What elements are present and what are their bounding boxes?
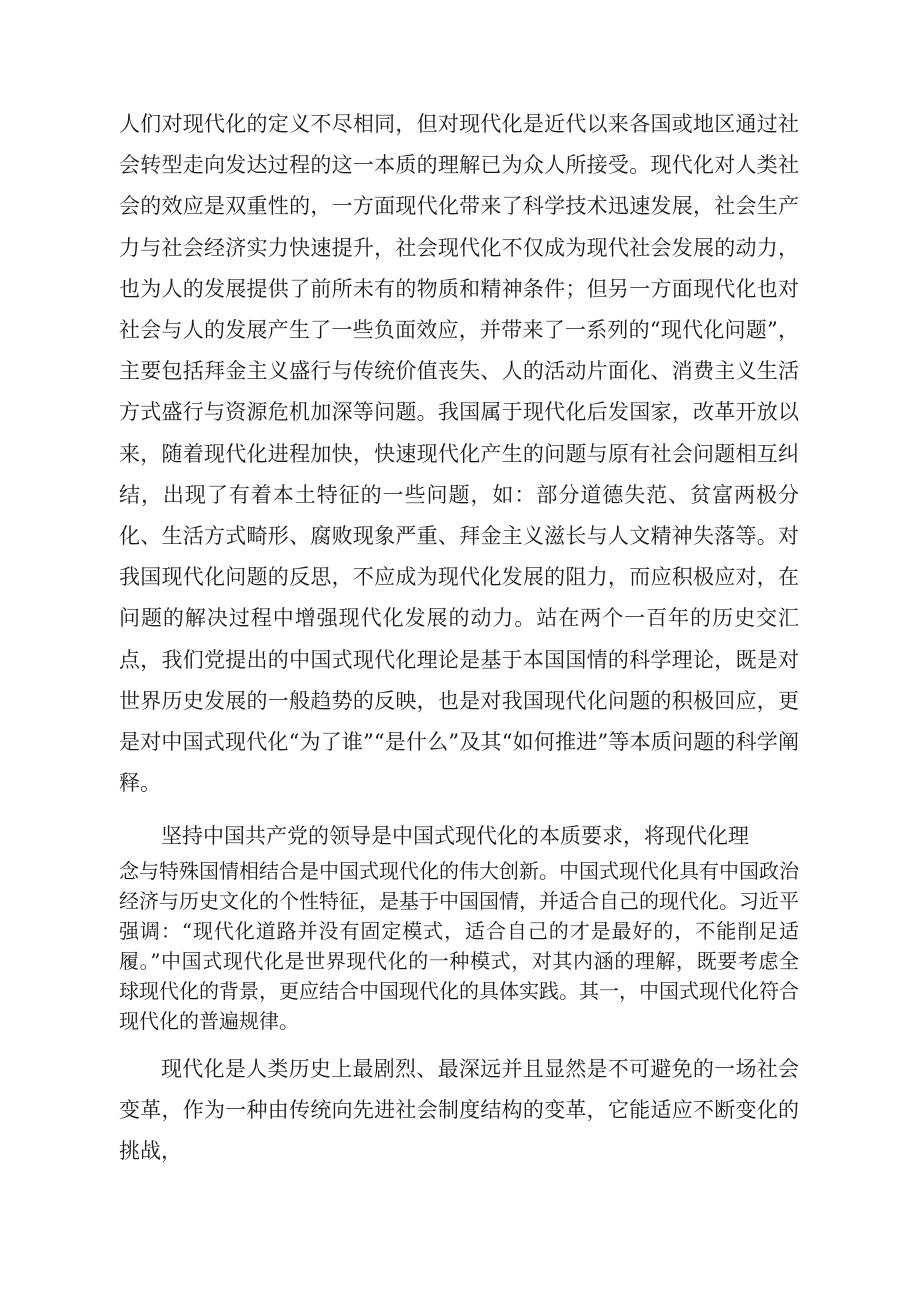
paragraph-chinese-modernization-features: 念与特殊国情相结合是中国式现代化的伟大创新。中国式现代化具有中国政治经济与历史文化的个性特征，是基于中国国情，并适合自己的现代化。习近平强调：“现代化道路并没有固定模式，适合自己的才是最好的，不能削足适履。”中国式现代化是世界现代化的一种模式，对其内涵的理解，既要考虑全球现代化的背景，更应结合中国现代化的具体实践。其一，中国式现代化符合现代化的普遍规律。 xyxy=(119,859,799,1034)
paragraph-party-leadership: 坚持中国共产党的领导是中国式现代化的本质要求，将现代化理 xyxy=(161,824,749,849)
paragraph-social-transformation: 现代化是人类历史上最剧烈、最深远并且显然是不可避免的一场社会变革，作为一种由传统向先进社会制度结构的变革，它能适应不断变化的挑战， xyxy=(119,1057,799,1164)
document-page xyxy=(119,104,799,1172)
paragraph-modernization-definition: 人们对现代化的定义不尽相同，但对现代化是近代以来各国或地区通过社会转型走向发达过程的这一本质的理解已为众人所接受。现代化对人类社会的效应是双重性的，一方面现代化带来了科学技术迅速发展，社会生产力与社会经济实力快速提升，社会现代化不仅成为现代社会发展的动力，也为人的发展提供了前所未有的物质和精神条件；但另一方面现代化也对社会与人的发展产生了一些负面效应，并带来了一系列的“现代化问题”，主要包括拜金主义盛行与传统价值丧失、人的活动片面化、消费主义生活方式盛行与资源危机加深等问题。我国属于现代化后发国家，改革开放以来，随着现代化进程加快，快速现代化产生的问题与原有社会问题相互纠结，出现了有着本土特征的一些问题，如：部分道德失范、贫富两极分化、生活方式畸形、腐败现象严重、拜金主义滋长与人文精神失落等。对我国现代化问题的反思，不应成为现代化发展的阻力，而应积极应对，在问题的解决过程中增强现代化发展的动力。站在两个一百年的历史交汇点，我们党提出的中国式现代化理论是基于本国国情的科学理论，既是对世界历史发展的一般趋势的反映，也是对我国现代化问题的积极回应，更是对中国式现代化“为了谁”“是什么”及其“如何推进”等本质问题的科学阐释。 xyxy=(119,112,799,796)
